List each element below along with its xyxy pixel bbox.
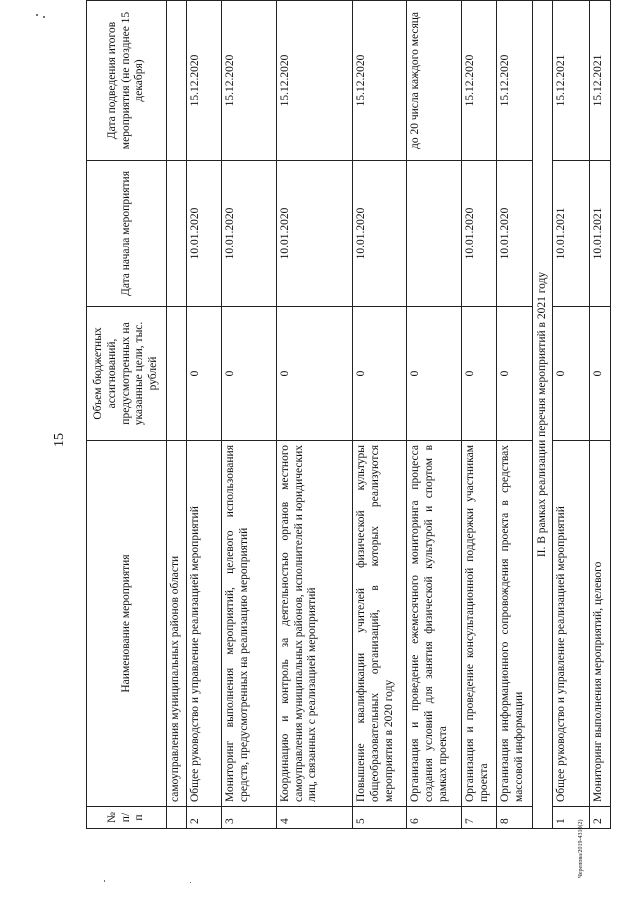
header-end: Дата подведения итогов мероприятия (не позднее 15 декабря) (87, 1, 167, 161)
cell-end: 15.12.2021 (590, 1, 611, 161)
cell-end: 15.12.2021 (553, 1, 590, 161)
scan-speck (190, 882, 191, 883)
cell-start: 10.01.2021 (553, 161, 590, 307)
cell-num: 2 (590, 807, 611, 829)
footer-code: Черепова/2019-4310(2) (578, 819, 584, 878)
cell-name: Организация и проведение консультационной поддержки участникам проекта (461, 441, 497, 807)
cell-budget: 0 (276, 307, 352, 441)
section-title: II. В рамках реализации перечня мероприятий в 2021 году (532, 1, 552, 829)
cell-start: 10.01.2020 (222, 161, 276, 307)
cell-end: 15.12.2020 (497, 1, 533, 161)
cell-name: самоуправления муниципальных районов области (167, 441, 187, 807)
cell-num: 3 (222, 807, 276, 829)
scan-speck (36, 14, 38, 16)
cell-num: 2 (187, 807, 222, 829)
cell-start: 10.01.2021 (590, 161, 611, 307)
cell-budget: 0 (187, 307, 222, 441)
table-row (187, 1, 222, 829)
cell-end: 15.12.2020 (187, 1, 222, 161)
cell-name: Повышение квалификации учителей физической культуры общеобразовательных организаций, в которых реализуются мероприятия в 2020 году (353, 441, 407, 807)
cell-budget: 0 (353, 307, 407, 441)
page-number: 15 (52, 433, 67, 447)
cell-start: 10.01.2020 (276, 161, 352, 307)
table-row-continuation (167, 1, 187, 829)
cell-start: 10.01.2020 (497, 161, 533, 307)
cell-budget: 0 (461, 307, 497, 441)
cell-end: 15.12.2020 (353, 1, 407, 161)
header-name: Наименование мероприятия (87, 441, 167, 807)
cell-name: Общее руководство и управление реализацией мероприятий (553, 441, 590, 807)
cell-start: 10.01.2020 (187, 161, 222, 307)
table-row (590, 1, 611, 829)
cell-budget: 0 (222, 307, 276, 441)
cell-budget: 0 (497, 307, 533, 441)
cell-name: Мониторинг выполнения мероприятий, целевого (590, 441, 611, 807)
table-row (461, 1, 497, 829)
table-row (553, 1, 590, 829)
cell-num: 8 (497, 807, 533, 829)
section-row-2021 (532, 1, 552, 829)
cell-end: 15.12.2020 (461, 1, 497, 161)
cell-name: Организация информационного сопровождения проекта в средствах массовой информации (497, 441, 533, 807)
cell-start: 10.01.2020 (461, 161, 497, 307)
table-header-row (87, 1, 167, 829)
cell-num: 4 (276, 807, 352, 829)
header-budget: Объем бюджетных ассигнований, предусмотренных на указанные цели, тыс. рублей (87, 307, 167, 441)
cell-num: 6 (407, 807, 461, 829)
cell-budget: 0 (407, 307, 461, 441)
activities-table-rotated (86, 1, 611, 829)
scan-speck (43, 16, 45, 18)
table-row (353, 1, 407, 829)
header-num: № п/п (87, 807, 167, 829)
table-row (407, 1, 461, 829)
header-start: Дата начала мероприятия (87, 161, 167, 307)
cell-start: 10.01.2020 (353, 161, 407, 307)
cell-budget: 0 (590, 307, 611, 441)
scan-speck (104, 880, 105, 882)
cell-start (407, 161, 461, 307)
cell-budget: 0 (553, 307, 590, 441)
cell-name: Мониторинг выполнения мероприятий, целевого использования средств, предусмотренных на реализацию мероприятий (222, 441, 276, 807)
table-row (497, 1, 533, 829)
cell-num: 7 (461, 807, 497, 829)
cell-end: 15.12.2020 (222, 1, 276, 161)
table-row (276, 1, 352, 829)
cell-name: Организация и проведение ежемесячного мониторинга процесса создания условий для занятия физической культурой и спортом в рамках проекта (407, 441, 461, 807)
cell-name: Общее руководство и управление реализацией мероприятий (187, 441, 222, 807)
cell-end: 15.12.2020 (276, 1, 352, 161)
cell-name: Координацию и контроль за деятельностью органов местного самоуправления муниципальных районов, исполнителей и юридических лиц, связанных с реализацией мероприятий (276, 441, 352, 807)
table-row (222, 1, 276, 829)
cell-num: 5 (353, 807, 407, 829)
cell-num: 1 (553, 807, 590, 829)
cell-end: до 20 числа каждого месяца (407, 1, 461, 161)
activities-table (86, 0, 611, 829)
